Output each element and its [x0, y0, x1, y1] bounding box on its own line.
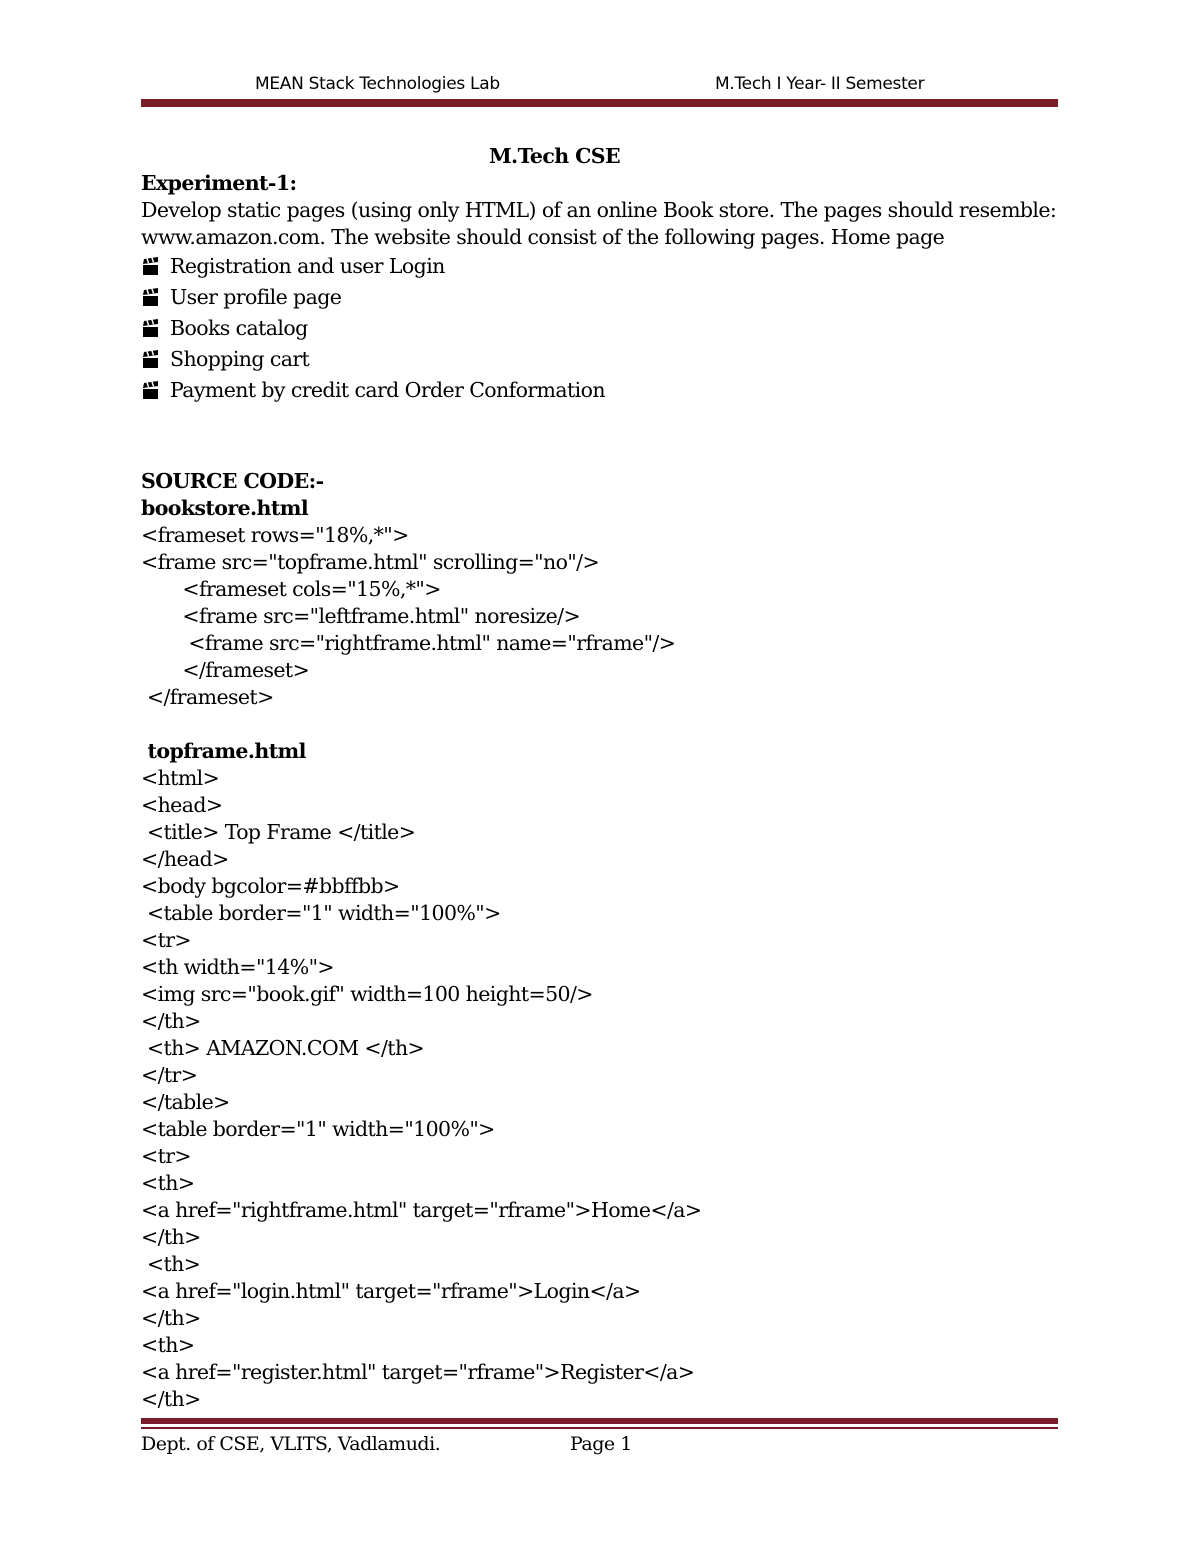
footer-rule-thin [141, 1427, 1058, 1429]
code-block-topframe [141, 765, 1058, 1413]
code-line: <frameset rows="18%,*"> [141, 523, 409, 547]
code-line: <th> [141, 1252, 201, 1276]
code-line: </th> [141, 1387, 201, 1411]
list-item [141, 313, 1058, 344]
code-line: <th width="14%"> [141, 955, 334, 979]
code-block-bookstore [141, 522, 1058, 711]
code-line: <th> [141, 1333, 195, 1357]
clapperboard-icon [141, 288, 161, 308]
page-content [141, 143, 1058, 1413]
clapperboard-icon [141, 381, 161, 401]
code-line: <table border="1" width="100%"> [141, 901, 501, 925]
code-line: <frame src="topframe.html" scrolling="no"/> [141, 550, 600, 574]
code-line: <html> [141, 766, 220, 790]
code-line: <table border="1" width="100%"> [141, 1117, 495, 1141]
page-number: Page 1 [570, 1433, 632, 1455]
list-item-label: Registration and user Login [170, 254, 445, 278]
code-line: <title> Top Frame </title> [141, 820, 416, 844]
header-right-title: M.Tech I Year- II Semester [715, 74, 925, 94]
list-item [141, 282, 1058, 313]
list-item-label: Payment by credit card Order Conformation [170, 378, 605, 402]
file-name-bookstore: bookstore.html [141, 496, 309, 520]
experiment-heading: Experiment-1: [141, 171, 297, 195]
list-item [141, 251, 1058, 282]
code-line: <body bgcolor=#bbffbb> [141, 874, 400, 898]
code-line: <head> [141, 793, 223, 817]
clapperboard-icon [141, 319, 161, 339]
code-line: <th> [141, 1171, 195, 1195]
bullet-list [141, 251, 1058, 406]
code-line: <th> AMAZON.COM </th> [141, 1036, 425, 1060]
header-left-title: MEAN Stack Technologies Lab [255, 74, 500, 94]
code-line: </th> [141, 1009, 201, 1033]
code-line: <a href="rightframe.html" target="rframe">Home</a> [141, 1198, 702, 1222]
list-item-label: Shopping cart [170, 347, 310, 371]
code-line: </frameset> [141, 658, 310, 682]
code-line: </head> [141, 847, 229, 871]
source-code-heading: SOURCE CODE:- [141, 469, 324, 493]
code-line: </frameset> [141, 685, 274, 709]
page-title: M.Tech CSE [488, 144, 621, 168]
code-line: </tr> [141, 1063, 198, 1087]
code-line: <frame src="rightframe.html" name="rframe"/> [141, 631, 676, 655]
file-name-topframe: topframe.html [141, 739, 306, 763]
code-line: <tr> [141, 928, 191, 952]
header-rule [141, 99, 1058, 107]
code-line: <img src="book.gif" width=100 height=50/> [141, 982, 593, 1006]
list-item [141, 344, 1058, 375]
description-line-1: Develop static pages (using only HTML) of an online Book store. The pages should resemble: [141, 198, 1057, 222]
clapperboard-icon [141, 350, 161, 370]
code-line: </th> [141, 1225, 201, 1249]
list-item-label: Books catalog [170, 316, 308, 340]
list-item [141, 375, 1058, 406]
clapperboard-icon [141, 257, 161, 277]
footer-department: Dept. of CSE, VLITS, Vadlamudi. [141, 1433, 441, 1455]
footer-rule-thick [141, 1418, 1058, 1424]
list-item-label: User profile page [170, 285, 342, 309]
code-line: <frameset cols="15%,*"> [141, 577, 441, 601]
code-line: <a href="login.html" target="rframe">Login</a> [141, 1279, 641, 1303]
code-line: <frame src="leftframe.html" noresize/> [141, 604, 581, 628]
description-line-2: www.amazon.com. The website should consist of the following pages. Home page [141, 225, 945, 249]
code-line: <tr> [141, 1144, 191, 1168]
code-line: <a href="register.html" target="rframe">Register</a> [141, 1360, 695, 1384]
code-line: </table> [141, 1090, 230, 1114]
code-line: </th> [141, 1306, 201, 1330]
